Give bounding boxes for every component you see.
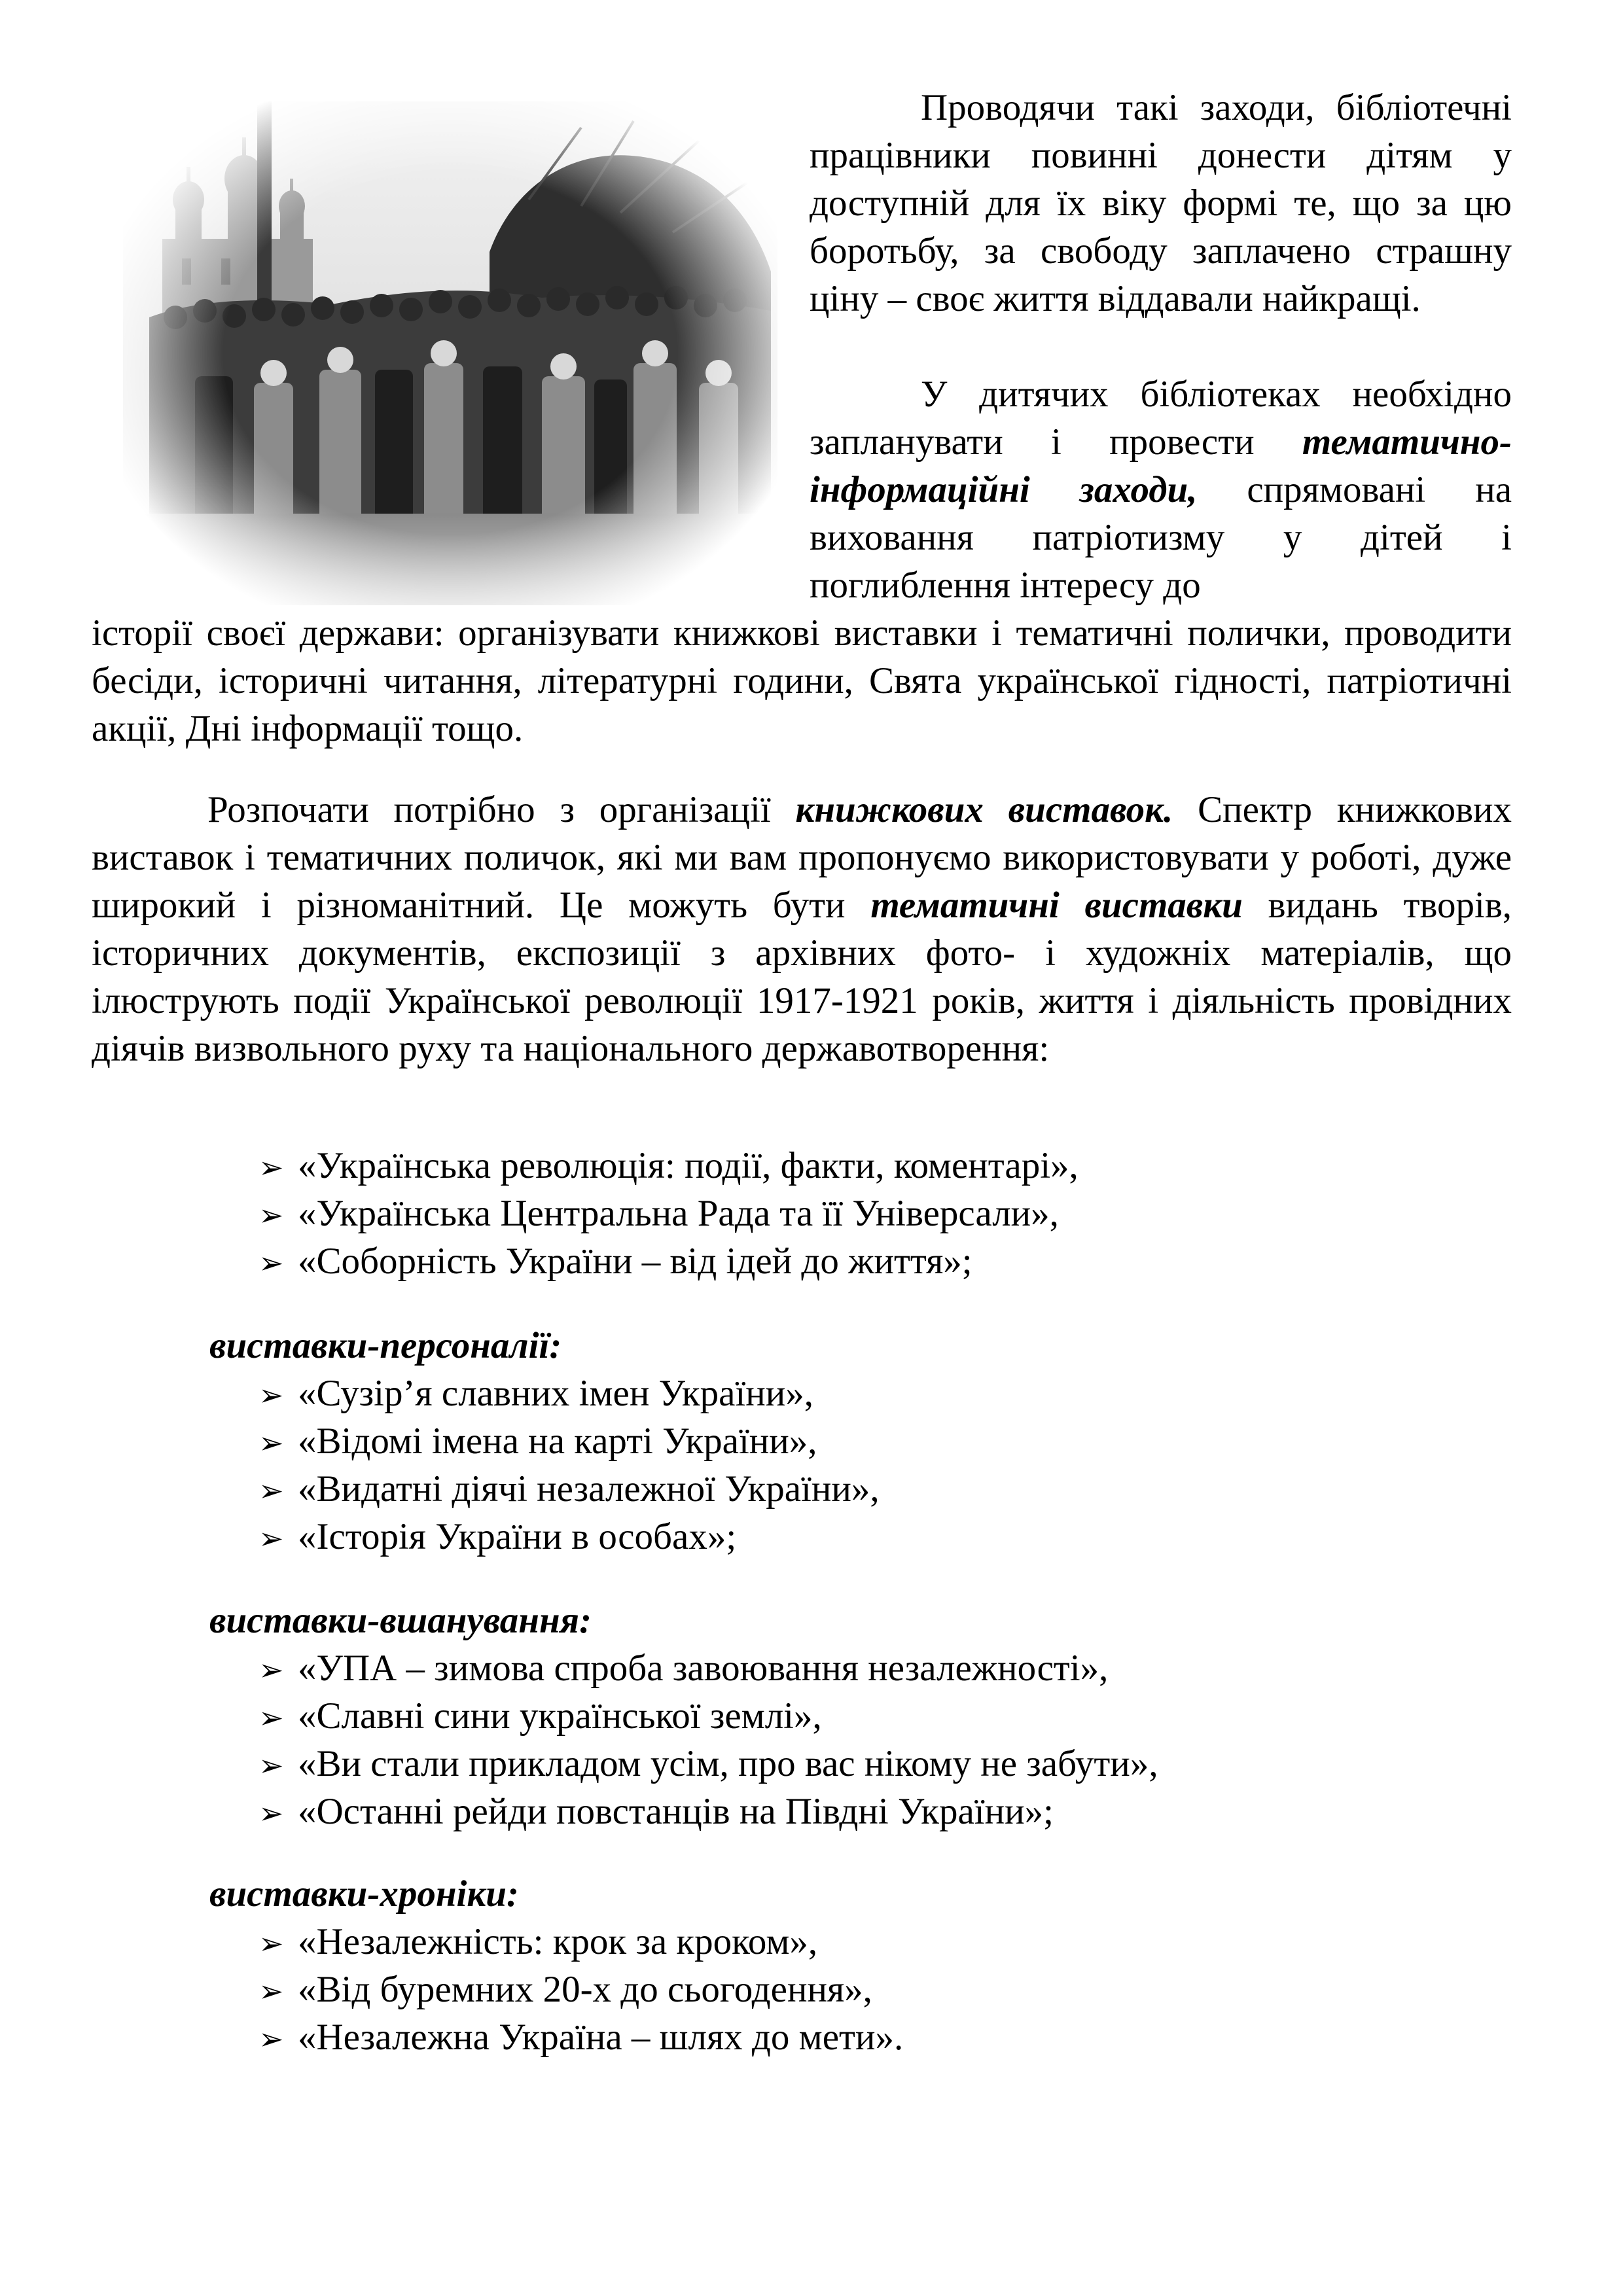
list-item xyxy=(259,1465,880,1513)
arrow-bullet-icon: ➢ xyxy=(259,1473,284,1508)
arrow-bullet-icon: ➢ xyxy=(259,1245,284,1280)
arrow-bullet-icon: ➢ xyxy=(259,1150,284,1185)
list-heading-chronicles: виставки-хроніки: xyxy=(209,1873,519,1915)
list-item-text: «Незалежність: крок за кроком», xyxy=(298,1921,818,1962)
arrow-bullet-icon: ➢ xyxy=(259,2021,284,2057)
paragraph-3-text: Розпочати потрібно з організації xyxy=(207,789,771,830)
list-item-text: «Славні сини української землі», xyxy=(298,1695,822,1737)
emphasis-thematic-exhibitions: тематичні виставки xyxy=(870,885,1243,926)
paragraph-2-text-cont: спрямовані на виховання патріотизму у дітей і поглиблення інтересу до xyxy=(810,469,1512,606)
list-heading-honoring: виставки-вшанування: xyxy=(209,1600,592,1641)
arrow-bullet-icon: ➢ xyxy=(259,1197,284,1233)
historical-photo-image xyxy=(123,101,777,605)
arrow-bullet-icon: ➢ xyxy=(259,1926,284,1961)
list-item-text: «Соборність України – від ідей до життя»; xyxy=(298,1241,972,1282)
list-item xyxy=(259,1966,903,2013)
list-item-text: «Історія України в особах»; xyxy=(298,1516,737,1557)
intro-paragraph xyxy=(810,84,1512,323)
arrow-bullet-icon: ➢ xyxy=(259,1748,284,1783)
exhibition-list-thematic xyxy=(259,1142,1079,1285)
list-item-text: «Незалежна Україна – шлях до мети». xyxy=(298,2017,904,2058)
arrow-bullet-icon: ➢ xyxy=(259,1425,284,1460)
list-item xyxy=(259,1644,1158,1692)
arrow-bullet-icon: ➢ xyxy=(259,1377,284,1413)
list-item-text: «Ви стали прикладом усім, про вас нікому не забути», xyxy=(298,1743,1158,1784)
list-item xyxy=(259,1369,880,1417)
paragraph-3-text-cont: Спектр книжкових виставок і тематичних поличок, які ми вам пропонуємо використовувати у роботі, дуже широкий і різноманітний. Це можуть бути xyxy=(92,789,1512,926)
intro-paragraph-text: Проводячи такі заходи, бібліотечні працівники повинні донести дітям у доступній для їх віку формі те, що за цю боротьбу, за свободу заплачено страшну ціну – своє життя віддавали найкращі. xyxy=(810,87,1512,319)
list-item-text: «Відомі імена на карті України», xyxy=(298,1421,817,1462)
list-item xyxy=(259,1417,880,1465)
paragraph-2 xyxy=(810,370,1512,609)
list-item-text: «Сузір’я славних імен України», xyxy=(298,1373,814,1414)
arrow-bullet-icon: ➢ xyxy=(259,1795,284,1831)
list-heading-personalia: виставки-персоналії: xyxy=(209,1325,562,1366)
paragraph-2-continuation: історії своєї держави: організувати книжкові виставки і тематичні полички, проводити бесіди, історичні читання, літературні години, Свята української гідності, патріотичні акції, Дні інформації тощо. xyxy=(92,612,1512,749)
arrow-bullet-icon: ➢ xyxy=(259,1700,284,1735)
list-item-text: «Українська Центральна Рада та її Універсали», xyxy=(298,1193,1059,1234)
paragraph-3-text-end: видань творів, історичних документів, експозиції з архівних фото- і художніх матеріалів, що ілюструють події Української революції 1917-1921 років, життя і діяльність провідних діячів визвольного руху та національного державотворення: xyxy=(92,885,1512,1069)
list-item xyxy=(259,1237,1079,1285)
list-item xyxy=(259,1190,1079,1237)
emphasis-thematic-events: тематично-інформаційні заходи, xyxy=(810,421,1512,510)
list-item xyxy=(259,1788,1158,1835)
list-item-text: «Від буремних 20-х до сьогодення», xyxy=(298,1969,872,2010)
list-item xyxy=(259,1740,1158,1788)
arrow-bullet-icon: ➢ xyxy=(259,1652,284,1687)
list-item-text: «Видатні діячі незалежної України», xyxy=(298,1468,880,1510)
list-item xyxy=(259,1692,1158,1740)
list-item-text: «Українська революція: події, факти, коментарі», xyxy=(298,1145,1079,1186)
exhibition-list-personalia xyxy=(259,1369,880,1561)
list-item xyxy=(259,1513,880,1561)
list-item xyxy=(259,1142,1079,1190)
arrow-bullet-icon: ➢ xyxy=(259,1521,284,1556)
paragraph-3 xyxy=(92,786,1512,1072)
list-item xyxy=(259,1918,903,1966)
historical-photo xyxy=(123,101,777,605)
arrow-bullet-icon: ➢ xyxy=(259,1973,284,2009)
paragraph-2-text: У дитячих бібліотеках необхідно запланувати і провести xyxy=(810,374,1512,463)
exhibition-list-honoring xyxy=(259,1644,1158,1835)
exhibition-list-chronicles xyxy=(259,1918,903,2061)
emphasis-book-exhibitions: книжкових виставок. xyxy=(795,789,1173,830)
list-item xyxy=(259,2013,903,2061)
list-item-text: «Останні рейди повстанців на Півдні України»; xyxy=(298,1791,1054,1832)
list-item-text: «УПА – зимова спроба завоювання незалежності», xyxy=(298,1648,1109,1689)
